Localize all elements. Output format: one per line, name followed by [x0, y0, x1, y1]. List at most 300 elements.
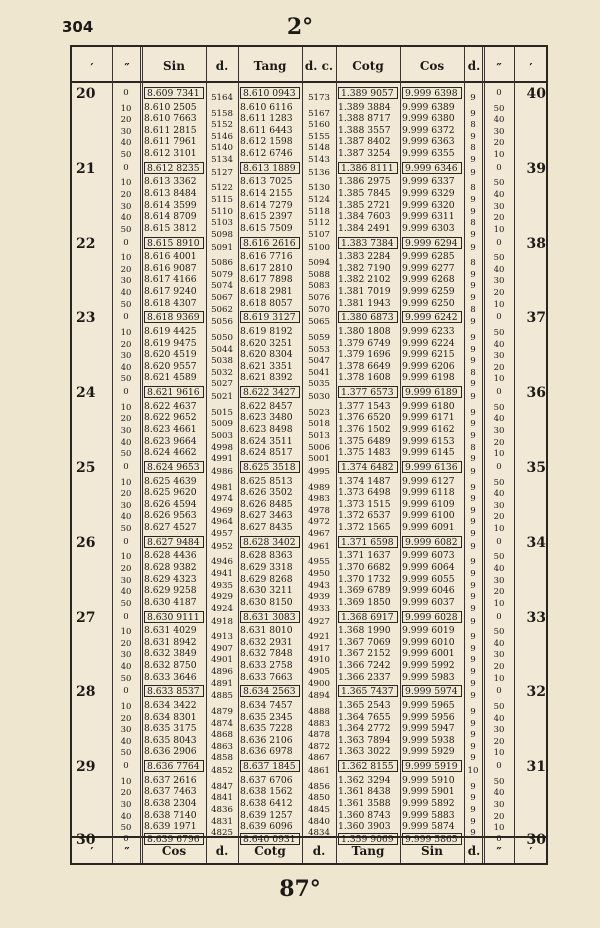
cos-value: 9.999 6091 — [402, 522, 455, 533]
seconds-label: 50 — [120, 449, 132, 460]
cos-difference: 9 — [470, 707, 476, 717]
sin-value: 8.623 4661 — [144, 424, 197, 435]
sin-difference: 5103 — [211, 218, 233, 229]
seconds-label: 20 — [120, 414, 132, 425]
sin-difference: 4841 — [211, 793, 233, 804]
sin-value: 8.622 9652 — [144, 412, 197, 424]
sin-difference: 4858 — [211, 753, 233, 764]
cotg-value: 1.379 1696 — [338, 349, 391, 361]
sin-difference: 4918 — [211, 616, 233, 627]
sin-difference: 5079 — [211, 269, 233, 280]
right-seconds-label: 0 — [496, 611, 502, 622]
seconds-label: 20 — [120, 638, 132, 649]
cos-value: 9.999 5883 — [402, 809, 455, 821]
tang-difference: 4921 — [308, 632, 330, 643]
seconds-label: 40 — [120, 736, 132, 747]
tang-value: 8.633 7663 — [240, 671, 293, 683]
sin-difference: 4852 — [211, 766, 233, 777]
cos-value: 9.999 6372 — [402, 124, 455, 136]
sin-difference: 4964 — [211, 517, 233, 528]
cos-difference: 9 — [470, 592, 476, 603]
cotg-value: 1.365 2543 — [338, 700, 391, 711]
cotg-value: 1.367 2152 — [338, 648, 391, 660]
cotg-value: 1.362 3294 — [338, 774, 391, 786]
tang-value: 8.639 1257 — [240, 809, 293, 821]
seconds-label: 10 — [120, 702, 132, 712]
cos-value: 9.999 5965 — [402, 700, 455, 711]
cos-difference: 8 — [470, 258, 476, 269]
tang-difference: 4943 — [308, 580, 330, 591]
right-seconds-label: 50 — [493, 776, 505, 787]
sin-difference: 4929 — [211, 592, 233, 603]
sin-difference: 4924 — [211, 603, 233, 614]
right-seconds-label: 20 — [493, 512, 505, 523]
sin-difference: 5098 — [211, 229, 233, 240]
cos-value: 9.999 6389 — [402, 101, 455, 113]
right-seconds-label: 30 — [493, 500, 505, 511]
tang-difference: 5136 — [308, 167, 330, 178]
right-seconds-label: 20 — [493, 213, 505, 224]
sin-difference: 5152 — [211, 120, 233, 131]
cos-difference: 9 — [470, 828, 476, 839]
cos-difference: 9 — [470, 741, 476, 752]
sin-value: 8.634 8301 — [144, 711, 197, 723]
sin-difference: 5074 — [211, 281, 233, 292]
seconds-label: 40 — [120, 362, 132, 373]
cotg-value: 1.366 2337 — [338, 671, 391, 683]
tang-difference: 4978 — [308, 505, 330, 516]
cos-value: 9.999 6082 — [402, 536, 462, 548]
cos-difference: 9 — [470, 667, 476, 677]
cotg-value: 1.371 1637 — [338, 550, 391, 562]
header-right-minutes: ′ — [529, 61, 533, 75]
cotg-value: 1.361 8438 — [338, 786, 391, 798]
cotg-value: 1.377 6573 — [338, 386, 398, 398]
cos-difference: 9 — [470, 678, 476, 689]
cotg-value: 1.375 1483 — [338, 447, 391, 459]
cos-value: 9.999 6277 — [402, 262, 455, 274]
right-seconds-label: 50 — [493, 477, 505, 488]
tang-value: 8.627 3463 — [240, 510, 293, 522]
tang-difference: 4939 — [308, 592, 330, 603]
right-seconds-label: 0 — [496, 462, 502, 472]
cotg-value: 1.389 3884 — [338, 101, 391, 113]
sin-difference: 4991 — [211, 454, 233, 465]
seconds-label: 10 — [120, 103, 132, 114]
cos-value: 9.999 6162 — [402, 424, 455, 435]
cos-value: 9.999 6019 — [402, 625, 455, 637]
footer-seconds: ″ — [124, 845, 130, 859]
right-seconds-label: 50 — [493, 402, 505, 413]
cos-value: 9.999 6268 — [402, 274, 455, 286]
sin-value: 8.621 9616 — [144, 386, 204, 398]
tang-difference: 4927 — [308, 616, 330, 627]
cos-difference: 9 — [470, 356, 476, 367]
cotg-value: 1.370 1732 — [338, 573, 391, 585]
seconds-label: 30 — [120, 800, 132, 810]
cos-difference: 9 — [470, 195, 476, 205]
cos-value: 9.999 5947 — [402, 723, 455, 735]
tang-value: 8.625 8513 — [240, 475, 293, 487]
cos-value: 9.999 6127 — [402, 475, 455, 487]
tang-difference: 5124 — [308, 195, 330, 205]
right-seconds-label: 10 — [493, 673, 505, 684]
right-seconds-label: 40 — [493, 190, 505, 200]
seconds-label: 50 — [120, 823, 132, 834]
cos-value: 9.999 6215 — [402, 349, 455, 361]
right-minute-label: 33 — [526, 609, 546, 626]
seconds-label: 30 — [120, 276, 132, 287]
tang-difference: 5001 — [308, 454, 330, 465]
tang-difference: 4933 — [308, 603, 330, 614]
tang-difference: 4967 — [308, 529, 330, 539]
tang-difference: 5006 — [308, 442, 330, 453]
sin-difference: 5158 — [211, 108, 233, 119]
cotg-value: 1.372 6537 — [338, 510, 391, 522]
tang-value: 8.626 8485 — [240, 498, 293, 510]
cotg-value: 1.377 1543 — [338, 400, 391, 412]
sin-value: 8.639 6796 — [144, 833, 204, 845]
tang-difference: 4917 — [308, 643, 330, 654]
cos-difference: 9 — [470, 431, 476, 441]
tang-value: 8.635 7228 — [240, 723, 293, 735]
right-minute-label: 34 — [526, 534, 546, 551]
right-seconds-label: 50 — [493, 103, 505, 114]
right-minute-label: 38 — [526, 235, 546, 252]
sin-difference: 5009 — [211, 419, 233, 430]
cos-difference: 9 — [470, 816, 476, 827]
cos-difference: 9 — [470, 293, 476, 303]
tang-value: 8.614 7279 — [240, 199, 293, 211]
sin-value: 8.613 8484 — [144, 188, 197, 199]
seconds-label: 20 — [120, 788, 132, 799]
sin-value: 8.611 7961 — [144, 136, 197, 148]
tang-difference: 4883 — [308, 718, 330, 729]
sin-difference: 5127 — [211, 167, 233, 178]
tang-value: 8.611 6443 — [240, 124, 293, 136]
sin-value: 8.639 1971 — [144, 821, 197, 833]
tang-value: 8.623 3480 — [240, 412, 293, 424]
cos-difference: 9 — [470, 131, 476, 142]
seconds-label: 30 — [120, 201, 132, 212]
cos-value: 9.999 6136 — [402, 461, 462, 473]
tang-value: 8.619 8192 — [240, 326, 293, 337]
cotg-value: 1.386 8111 — [338, 162, 398, 174]
tang-value: 8.633 2758 — [240, 660, 293, 671]
tang-value: 8.636 2106 — [240, 734, 293, 746]
header-rule — [72, 81, 546, 83]
cos-difference: 9 — [470, 392, 476, 403]
sin-difference: 5044 — [211, 344, 233, 355]
cotg-value: 1.362 8155 — [338, 760, 398, 772]
tang-value: 8.613 1889 — [240, 162, 300, 174]
tang-value: 8.625 3518 — [240, 461, 300, 473]
sin-difference: 5021 — [211, 392, 233, 403]
cotg-value: 1.367 7069 — [338, 636, 391, 648]
cos-value: 9.999 6329 — [402, 188, 455, 199]
tang-value: 8.615 7509 — [240, 222, 293, 234]
sin-value: 8.631 8942 — [144, 636, 197, 648]
seconds-label: 50 — [120, 374, 132, 385]
cos-value: 9.999 6259 — [402, 286, 455, 297]
tang-value: 8.613 7025 — [240, 176, 293, 188]
seconds-label: 0 — [123, 686, 129, 697]
right-seconds-label: 10 — [493, 598, 505, 609]
cotg-value: 1.381 7019 — [338, 286, 391, 297]
cotg-value: 1.386 2975 — [338, 176, 391, 188]
tang-difference: 5094 — [308, 258, 330, 269]
right-seconds-label: 10 — [493, 449, 505, 460]
tang-value: 8.629 8268 — [240, 573, 293, 585]
seconds-label: 0 — [123, 611, 129, 622]
cos-difference: 9 — [470, 108, 476, 119]
cotg-value: 1.380 6873 — [338, 311, 398, 323]
sin-value: 8.617 4166 — [144, 274, 197, 286]
cos-difference: 10 — [467, 766, 479, 777]
seconds-label: 0 — [123, 387, 129, 398]
tang-value: 8.637 6706 — [240, 774, 293, 786]
right-seconds-label: 50 — [493, 702, 505, 712]
cotg-value: 1.385 7845 — [338, 188, 391, 199]
right-seconds-label: 30 — [493, 650, 505, 661]
sin-value: 8.628 9382 — [144, 562, 197, 573]
seconds-label: 20 — [120, 713, 132, 724]
tang-value: 8.628 8363 — [240, 550, 293, 562]
sin-value: 8.629 9258 — [144, 585, 197, 597]
cos-value: 9.999 6046 — [402, 585, 455, 597]
sin-value: 8.632 3849 — [144, 648, 197, 660]
right-seconds-label: 20 — [493, 736, 505, 747]
cos-difference: 9 — [470, 529, 476, 539]
cos-value: 9.999 5865 — [402, 833, 462, 845]
right-seconds-label: 20 — [493, 138, 505, 149]
sin-difference: 4981 — [211, 482, 233, 493]
cos-difference: 9 — [470, 93, 476, 103]
cos-difference: 8 — [470, 183, 476, 194]
cos-difference: 9 — [470, 344, 476, 355]
right-seconds-label: 20 — [493, 437, 505, 448]
cos-difference: 9 — [470, 517, 476, 528]
sin-difference: 4998 — [211, 442, 233, 453]
seconds-label: 20 — [120, 339, 132, 350]
sin-value: 8.614 8709 — [144, 211, 197, 223]
tang-value: 8.630 3211 — [240, 585, 293, 597]
seconds-label: 20 — [120, 264, 132, 275]
tang-difference: 4845 — [308, 805, 330, 815]
header-cos: Cos — [419, 59, 445, 73]
cotg-value: 1.374 1487 — [338, 475, 391, 487]
right-seconds-label: 50 — [493, 627, 505, 638]
sin-value: 8.632 8750 — [144, 660, 197, 671]
tang-difference: 4955 — [308, 557, 330, 568]
cotg-value: 1.368 6917 — [338, 611, 398, 623]
tang-difference: 5148 — [308, 143, 330, 154]
sin-difference: 4986 — [211, 467, 233, 477]
cotg-value: 1.363 3022 — [338, 746, 391, 758]
cotg-value: 1.370 6682 — [338, 562, 391, 573]
cos-difference: 9 — [470, 467, 476, 477]
cos-difference: 9 — [470, 541, 476, 552]
tang-value: 8.632 2931 — [240, 636, 293, 648]
tang-difference: 5018 — [308, 419, 330, 430]
minute-label: 21 — [76, 160, 96, 177]
seconds-label: 30 — [120, 575, 132, 586]
right-seconds-label: 40 — [493, 638, 505, 649]
cos-difference: 9 — [470, 781, 476, 792]
cos-difference: 9 — [470, 494, 476, 505]
cos-value: 9.999 5919 — [402, 760, 462, 772]
seconds-label: 40 — [120, 437, 132, 448]
header-minutes: ′ — [90, 61, 94, 75]
tang-difference: 5143 — [308, 155, 330, 165]
right-minute-label: 30 — [526, 832, 546, 848]
sin-value: 8.628 4436 — [144, 550, 197, 562]
seconds-label: 10 — [120, 477, 132, 488]
sin-difference: 5140 — [211, 143, 233, 154]
col-divider — [140, 47, 143, 863]
tang-value: 8.622 3427 — [240, 386, 300, 398]
tang-difference: 4856 — [308, 781, 330, 792]
sin-value: 8.612 3101 — [144, 148, 197, 159]
minute-label: 27 — [76, 609, 96, 626]
cos-difference: 8 — [470, 367, 476, 378]
sin-value: 8.619 9475 — [144, 337, 197, 349]
tang-value: 8.634 7457 — [240, 700, 293, 711]
sin-difference: 4863 — [211, 741, 233, 752]
cotg-value: 1.365 7437 — [338, 685, 398, 697]
right-seconds-label: 0 — [496, 686, 502, 697]
right-minute-label: 40 — [526, 86, 546, 102]
tang-value: 8.624 8517 — [240, 447, 293, 459]
tang-difference: 4834 — [308, 828, 330, 839]
seconds-label: 10 — [120, 328, 132, 338]
footer-tang: Tang — [351, 844, 385, 858]
cos-value: 9.999 6398 — [402, 87, 462, 99]
tang-difference: 4950 — [308, 569, 330, 579]
seconds-label: 10 — [120, 776, 132, 787]
tang-value: 8.616 2616 — [240, 237, 300, 249]
tang-value: 8.630 8150 — [240, 596, 293, 608]
tang-value: 8.618 2981 — [240, 286, 293, 297]
sin-value: 8.638 2304 — [144, 798, 197, 809]
tang-difference: 5065 — [308, 317, 330, 328]
tang-difference: 5167 — [308, 108, 330, 119]
tang-difference: 5130 — [308, 183, 330, 194]
footer-d2: d. — [312, 844, 326, 858]
sin-difference: 4868 — [211, 730, 233, 741]
sin-difference: 4946 — [211, 557, 233, 568]
sin-difference: 5067 — [211, 293, 233, 303]
cos-value: 9.999 6224 — [402, 337, 455, 349]
header-tang: Tang — [253, 59, 287, 73]
cotg-value: 1.364 7655 — [338, 711, 391, 723]
cos-value: 9.999 6037 — [402, 596, 455, 608]
sin-difference: 4913 — [211, 632, 233, 643]
cos-value: 9.999 6055 — [402, 573, 455, 585]
tang-value: 8.626 3502 — [240, 487, 293, 499]
tang-difference: 5155 — [308, 131, 330, 142]
right-seconds-label: 50 — [493, 328, 505, 338]
cos-difference: 9 — [470, 379, 476, 390]
right-seconds-label: 10 — [493, 374, 505, 385]
cos-value: 9.999 6355 — [402, 148, 455, 159]
seconds-label: 40 — [120, 662, 132, 672]
tang-difference: 5023 — [308, 407, 330, 418]
seconds-label: 50 — [120, 299, 132, 310]
tang-value: 8.623 8498 — [240, 424, 293, 435]
tang-difference: 5059 — [308, 333, 330, 343]
cotg-value: 1.383 7384 — [338, 237, 398, 249]
tang-value: 8.636 6978 — [240, 746, 293, 758]
tang-difference: 5088 — [308, 269, 330, 280]
cotg-value: 1.360 8743 — [338, 809, 391, 821]
sin-difference: 4952 — [211, 541, 233, 552]
tang-value: 8.622 8457 — [240, 400, 293, 412]
tang-difference: 5053 — [308, 344, 330, 355]
cotg-value: 1.360 3903 — [338, 821, 391, 833]
trig-table — [70, 45, 548, 865]
bottom-degree-heading: 87° — [279, 876, 321, 902]
right-seconds-label: 0 — [496, 312, 502, 323]
cos-difference: 9 — [470, 805, 476, 815]
tang-value: 8.638 6412 — [240, 798, 293, 809]
seconds-label: 30 — [120, 351, 132, 362]
seconds-label: 20 — [120, 190, 132, 200]
sin-value: 8.614 3599 — [144, 199, 197, 211]
footer-cotg: Cotg — [254, 844, 286, 858]
seconds-label: 40 — [120, 811, 132, 822]
tang-difference: 4972 — [308, 517, 330, 528]
cotg-value: 1.389 9057 — [338, 87, 398, 99]
cos-value: 9.999 6285 — [402, 251, 455, 263]
cos-difference: 9 — [470, 557, 476, 568]
cos-value: 9.999 6311 — [402, 211, 455, 223]
seconds-label: 50 — [120, 673, 132, 684]
top-degree-heading: 2° — [286, 14, 314, 40]
cos-value: 9.999 5874 — [402, 821, 455, 833]
cotg-value: 1.388 3557 — [338, 124, 391, 136]
tang-value: 8.639 6096 — [240, 821, 293, 833]
right-seconds-label: 20 — [493, 587, 505, 598]
right-seconds-label: 0 — [496, 162, 502, 173]
tang-value: 8.615 2397 — [240, 211, 293, 223]
right-seconds-label: 10 — [493, 224, 505, 235]
seconds-label: 0 — [123, 162, 129, 173]
sin-value: 8.620 9557 — [144, 360, 197, 372]
header-d1: d. — [215, 59, 229, 73]
sin-difference: 4874 — [211, 718, 233, 729]
right-seconds-label: 0 — [496, 237, 502, 248]
col-divider — [400, 47, 401, 863]
cos-value: 9.999 5892 — [402, 798, 455, 809]
seconds-label: 40 — [120, 138, 132, 149]
right-minute-label: 39 — [526, 160, 546, 177]
cos-value: 9.999 6171 — [402, 412, 455, 424]
sin-value: 8.627 4527 — [144, 522, 197, 533]
cotg-value: 1.363 7894 — [338, 734, 391, 746]
cotg-value: 1.387 8402 — [338, 136, 391, 148]
tang-difference: 5107 — [308, 229, 330, 240]
col-divider — [336, 47, 337, 863]
footer-sin: Sin — [421, 844, 443, 858]
minute-label: 25 — [76, 460, 96, 476]
tang-difference: 5076 — [308, 293, 330, 303]
sin-difference: 4836 — [211, 805, 233, 815]
cos-value: 9.999 6001 — [402, 648, 455, 660]
page-number: 304 — [62, 18, 94, 36]
tang-difference: 5047 — [308, 356, 330, 367]
right-seconds-label: 20 — [493, 288, 505, 298]
